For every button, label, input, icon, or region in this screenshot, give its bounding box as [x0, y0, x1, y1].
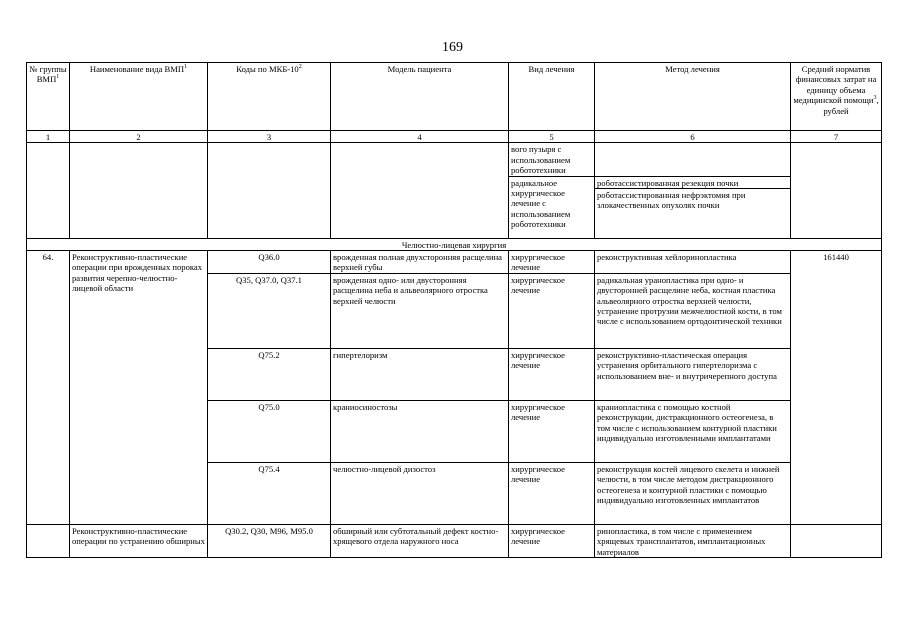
treatment-type: хирургическое лечение [509, 524, 595, 557]
header-treatment-method: Метод лечения [595, 63, 791, 131]
continuation-methods [595, 176, 791, 238]
cost-value: 161440 [791, 251, 882, 525]
header-vmp-name: Наименование вида ВМП$^1$ [70, 63, 208, 131]
cell-empty [791, 524, 882, 557]
treatment-method: краниопластика с помощью костной реконструкции, дистракционного остеогенеза, в том числе с использованием контурной пластики индивидуально изготовленными имплантатами [595, 400, 791, 462]
header-cost-standard: Средний норматив финансовых затрат на единицу объема медицинской помощи$^3$, рублей [791, 63, 882, 131]
column-number: 2 [70, 131, 208, 143]
treatment-type: хирургическое лечение [509, 273, 595, 348]
section-row [27, 238, 882, 250]
icd-codes: Q75.0 [208, 400, 331, 462]
page-number: 169 [442, 40, 463, 55]
column-number: 5 [509, 131, 595, 143]
group-name: Реконструктивно-пластические операции при врожденных пороках развития черепно-челюстно-лицевой области [70, 251, 208, 525]
cell-empty [595, 143, 791, 176]
icd-codes: Q36.0 [208, 251, 331, 274]
treatment-method: реконструктивно-пластическая операция устранения орбитального гипертелоризма с использованием вне- и внутричерепного доступа [595, 348, 791, 400]
column-number: 1 [27, 131, 70, 143]
continuation-treatment-b: радикальное хирургическое лечение с использованием робототехники [509, 176, 595, 238]
method-robot-resection: роботассистированная резекция почки [597, 177, 739, 188]
cell-empty [791, 143, 882, 238]
treatment-type: хирургическое лечение [509, 400, 595, 462]
next-group-row [27, 524, 882, 557]
patient-model: гипертелоризм [331, 348, 509, 400]
section-title: Челюстно-лицевая хирургия [27, 238, 882, 250]
column-number: 7 [791, 131, 882, 143]
icd-codes: Q30.2, Q30, M96, M95.0 [208, 524, 331, 557]
treatment-method: реконструктивная хейлоринопластика [595, 251, 791, 274]
vmp-table [26, 62, 882, 558]
column-number: 6 [595, 131, 791, 143]
patient-model: челюстно-лицевой дизостоз [331, 462, 509, 524]
continuation-treatment-a: вого пузыря с использованием робототехники [509, 143, 595, 176]
icd-codes: Q75.2 [208, 348, 331, 400]
column-number: 4 [331, 131, 509, 143]
method-robot-nephrectomy: роботассистированная нефрэктомия при злокачественных опухолях почки [597, 190, 746, 211]
cell-empty [331, 143, 509, 238]
cell-empty [27, 143, 70, 238]
treatment-method: ринопластика, в том числе с применением хрящевых трансплантатов, имплантационных материалов [595, 524, 791, 557]
patient-model: врожденная полная двухсторонняя расщелина верхней губы [331, 251, 509, 274]
treatment-method: реконструкция костей лицевого скелета и нижней челюсти, в том числе методом дистракционного остеогенеза и контурной пластики с помощью индивидуально изготовленных имплантатов [595, 462, 791, 524]
patient-model: врожденная одно- или двусторонняя расщелина неба и альвеолярного отростка верхней челюсти [331, 273, 509, 348]
continuation-row-a [27, 143, 882, 176]
group-number: 64. [27, 251, 70, 525]
group64-row-1 [27, 251, 882, 274]
header-icd-codes: Коды по МКБ-$10^2$ [208, 63, 331, 131]
header-group-number: № группы ВМП$^1$ [27, 63, 70, 131]
treatment-method: радикальная уранопластика при одно- и двусторонней расщелине неба, костная пластика альвеолярного отростка верхней челюсти, устранение протрузии межчелюстной кости, в том числе с использованием ортодонтической техники [595, 273, 791, 348]
header-row [27, 63, 882, 131]
patient-model: обширный или субтотальный дефект костно-хрящевого отдела наружного носа [331, 524, 509, 557]
column-number-row [27, 131, 882, 143]
patient-model: краниосиностозы [331, 400, 509, 462]
cell-empty [27, 524, 70, 557]
column-number: 3 [208, 131, 331, 143]
header-patient-model: Модель пациента [331, 63, 509, 131]
cell-empty [70, 143, 208, 238]
group-name: Реконструктивно-пластические операции по устранению обширных [70, 524, 208, 557]
icd-codes: Q75.4 [208, 462, 331, 524]
treatment-type: хирургическое лечение [509, 348, 595, 400]
cell-empty [208, 143, 331, 238]
treatment-type: хирургическое лечение [509, 251, 595, 274]
icd-codes: Q35, Q37.0, Q37.1 [208, 273, 331, 348]
treatment-type: хирургическое лечение [509, 462, 595, 524]
header-treatment-type: Вид лечения [509, 63, 595, 131]
